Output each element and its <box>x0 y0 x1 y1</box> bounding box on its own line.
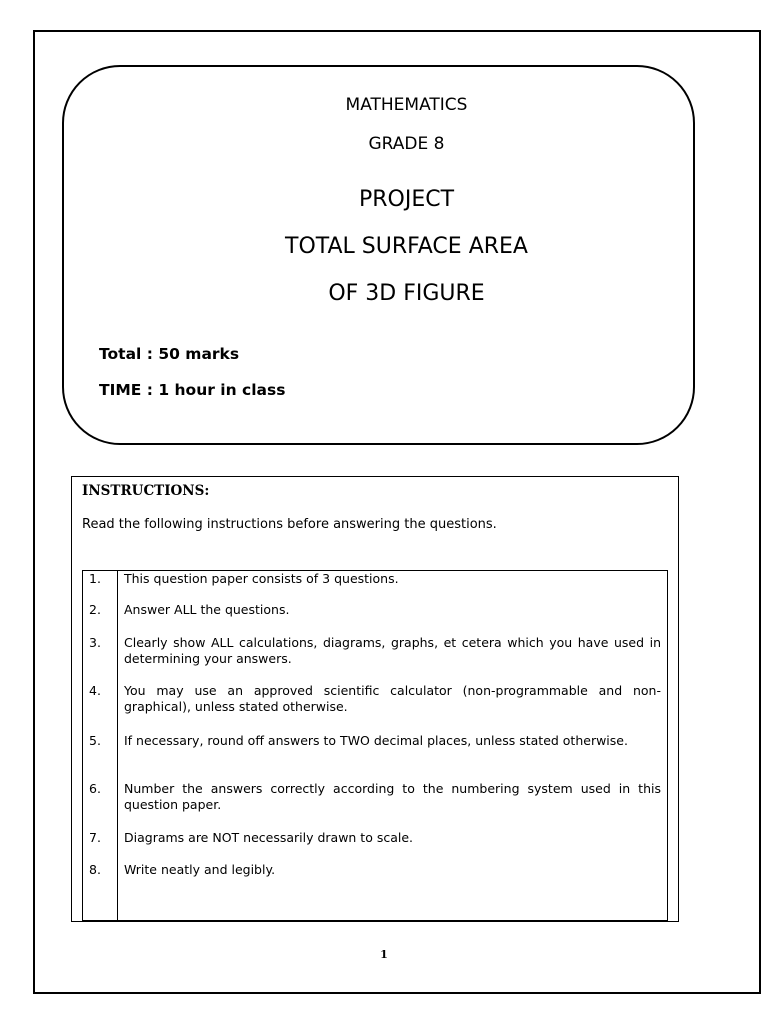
instructions-heading: INSTRUCTIONS: <box>82 483 210 499</box>
list-item-number: 7. <box>89 830 101 845</box>
grade-heading: GRADE 8 <box>368 134 445 154</box>
list-item-number: 3. <box>89 635 101 650</box>
list-item-text: If necessary, round off answers to TWO decimal places, unless stated otherwise. <box>124 733 628 748</box>
list-item-text: Write neatly and legibly. <box>124 862 276 877</box>
list-item-text: This question paper consists of 3 questions. <box>124 571 399 586</box>
list-item-text: Diagrams are NOT necessarily drawn to scale. <box>124 830 414 845</box>
instructions-list <box>82 570 668 921</box>
title-box <box>62 65 695 445</box>
list-item-text: Clearly show ALL calculations, diagrams, graphs, et cetera which you have used in determining your answers. <box>124 635 661 666</box>
list-item-text: Number the answers correctly according to the numbering system used in this question paper. <box>124 781 661 812</box>
project-title-line-1: TOTAL SURFACE AREA <box>285 234 528 259</box>
instructions-box <box>71 476 679 922</box>
page-number: 1 <box>380 948 388 961</box>
project-heading: PROJECT <box>358 187 455 212</box>
list-item-number: 2. <box>89 602 101 617</box>
list-item-number: 4. <box>89 683 101 698</box>
instructions-intro: Read the following instructions before answering the questions. <box>82 517 497 532</box>
total-marks: Total : 50 marks <box>99 345 240 363</box>
list-item-number: 8. <box>89 862 101 877</box>
list-item-number: 1. <box>89 571 101 586</box>
list-item-text: Answer ALL the questions. <box>124 602 290 617</box>
list-item-text: You may use an approved scientific calculator (non-programmable and non-graphical), unless stated otherwise. <box>124 683 661 714</box>
time-allowed: TIME : 1 hour in class <box>99 381 286 399</box>
list-column-divider <box>117 571 118 920</box>
project-title-line-2: OF 3D FIGURE <box>328 281 485 306</box>
subject-heading: MATHEMATICS <box>345 95 468 115</box>
list-item-number: 5. <box>89 733 101 748</box>
list-item-number: 6. <box>89 781 101 796</box>
